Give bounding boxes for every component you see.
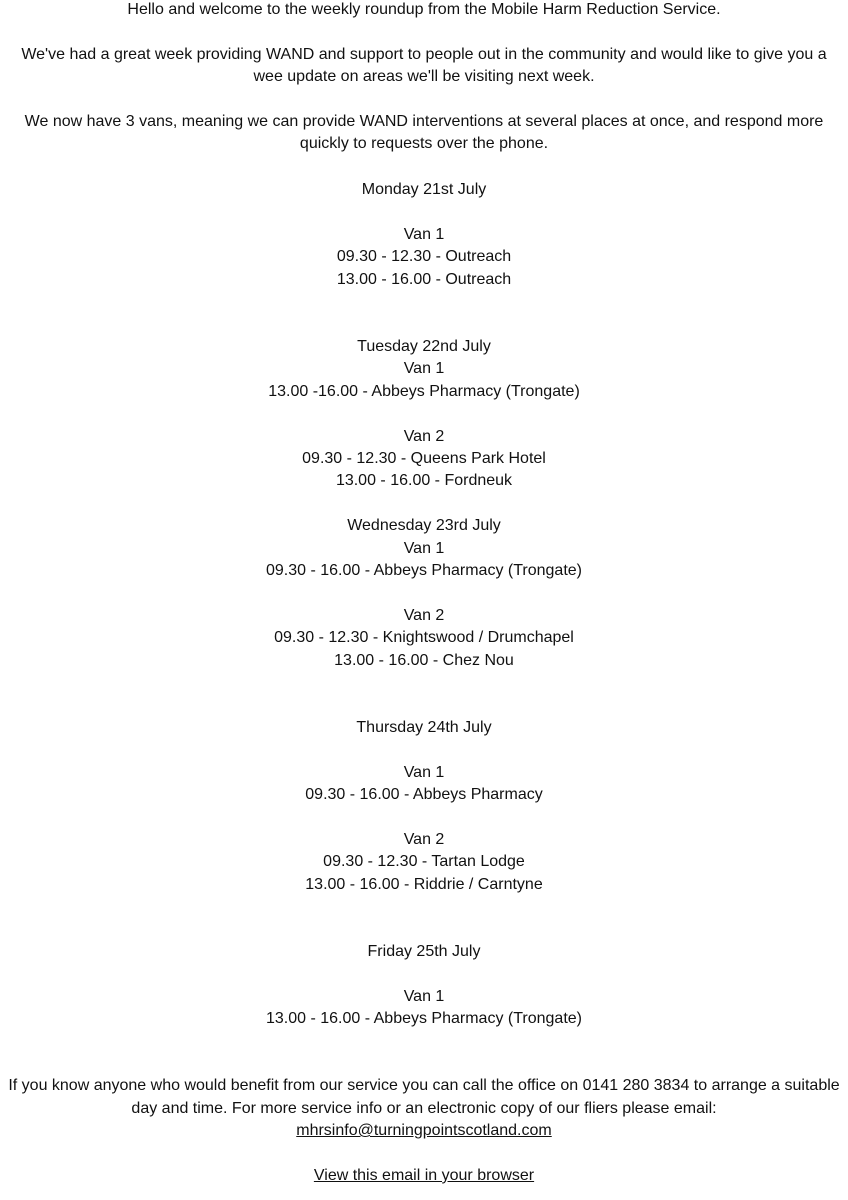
schedule-slot: 13.00 - 16.00 - Outreach [336, 270, 512, 288]
day-heading: Friday 25th July [367, 942, 481, 960]
van-label: Van 2 [403, 830, 445, 848]
van-label: Van 1 [403, 539, 445, 557]
day-heading: Wednesday 23rd July [347, 517, 501, 535]
schedule-slot: 13.00 - 16.00 - Riddrie / Carntyne [305, 875, 543, 893]
thursday-schedule [8, 717, 840, 896]
schedule-slot: 13.00 - 16.00 - Fordneuk [335, 472, 513, 490]
van-label: Van 1 [403, 987, 445, 1005]
footer-section [8, 1075, 840, 1187]
tuesday-schedule [8, 336, 840, 493]
van-label: Van 2 [403, 427, 445, 445]
van-label: Van 1 [403, 360, 445, 378]
wednesday-schedule [8, 515, 840, 672]
view-in-browser-link[interactable]: View this email in your browser [313, 1166, 535, 1184]
schedule-slot: 09.30 - 12.30 - Outreach [336, 248, 512, 266]
schedule-slot: 13.00 -16.00 - Abbeys Pharmacy (Trongate) [268, 382, 580, 400]
monday-schedule [8, 179, 840, 291]
van-label: Van 1 [403, 763, 445, 781]
contact-text: If you know anyone who would benefit from our service you can call the office on 0141 280 3834 to arrange a suitable day and time. For more service info or an electronic copy of our fliers please email: [8, 1077, 840, 1117]
van-label: Van 2 [403, 606, 445, 624]
vans-note-text: We now have 3 vans, meaning we can provide WAND interventions at several places at once, and respond more quickly to requests over the phone. [24, 113, 824, 153]
schedule-slot: 13.00 - 16.00 - Chez Nou [334, 651, 514, 669]
schedule-slot: 09.30 - 16.00 - Abbeys Pharmacy (Trongate) [265, 562, 582, 580]
intro-section [8, 0, 840, 156]
schedule-slot: 09.30 - 12.30 - Knightswood / Drumchapel [274, 629, 574, 647]
day-heading: Monday 21st July [361, 181, 487, 199]
week-summary-text: We've had a great week providing WAND and support to people out in the community and would like to give you a wee update on areas we'll be visiting next week. [21, 45, 827, 86]
van-label: Van 1 [403, 226, 445, 243]
day-heading: Tuesday 22nd July [357, 338, 491, 356]
friday-schedule [8, 941, 840, 1031]
email-link[interactable]: mhrsinfo@turningpointscotland.com [296, 1122, 552, 1140]
welcome-text: Hello and welcome to the weekly roundup from the Mobile Harm Reduction Service. [127, 1, 721, 18]
day-heading: Thursday 24th July [356, 718, 492, 736]
schedule-slot: 09.30 - 16.00 - Abbeys Pharmacy [305, 786, 543, 804]
schedule-slot: 09.30 - 12.30 - Tartan Lodge [323, 853, 525, 871]
schedule-slot: 09.30 - 12.30 - Queens Park Hotel [302, 450, 546, 468]
schedule-slot: 13.00 - 16.00 - Abbeys Pharmacy (Trongate) [265, 1010, 582, 1028]
